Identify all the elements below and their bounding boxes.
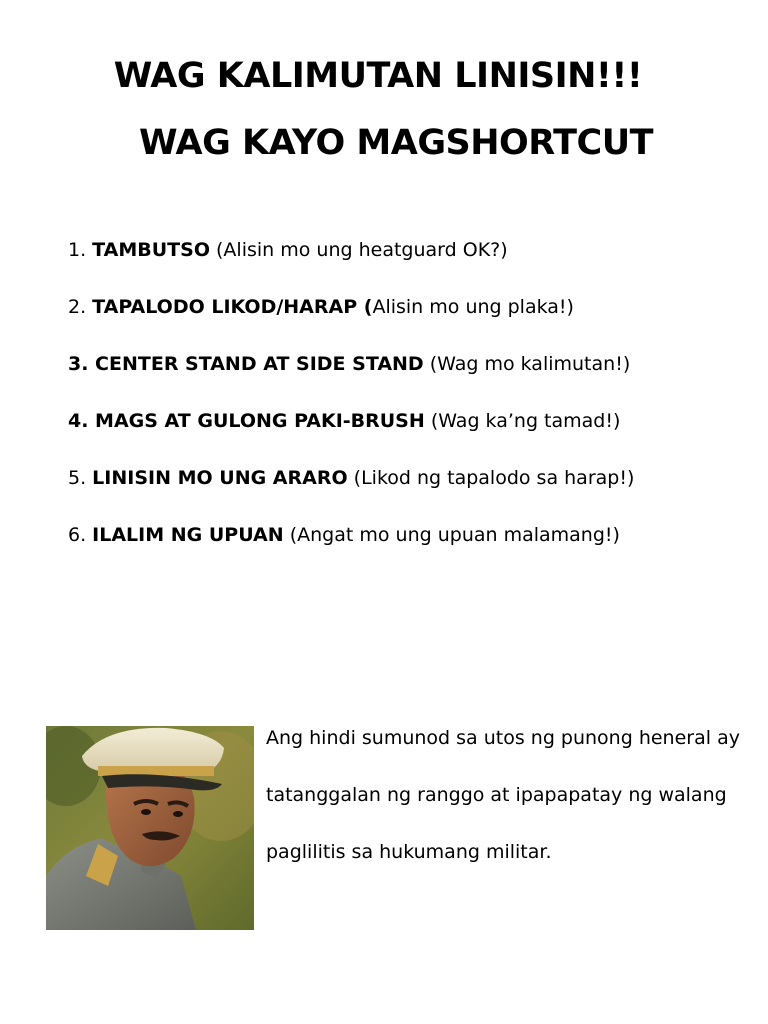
item-title: 3. CENTER STAND AT SIDE STAND <box>68 353 424 375</box>
item-title: LINISIN MO UNG ARARO <box>92 467 348 489</box>
list-item <box>68 237 508 263</box>
item-title: ILALIM NG UPUAN <box>92 524 284 546</box>
list-item <box>68 408 620 434</box>
item-note: Alisin mo ung plaka!) <box>372 296 574 318</box>
item-title: TAPALODO LIKOD/HARAP ( <box>92 296 373 318</box>
list-item <box>68 465 634 491</box>
general-portrait-photo <box>46 726 254 930</box>
item-note: (Angat mo ung upuan malamang!) <box>283 524 620 546</box>
item-title: 4. MAGS AT GULONG PAKI-BRUSH <box>68 410 425 432</box>
list-item <box>68 294 574 320</box>
warning-text-line: Ang hindi sumunod sa utos ng punong heneral ay <box>266 727 740 749</box>
item-note: (Alisin mo ung heatguard OK?) <box>209 239 508 261</box>
list-item <box>68 351 630 377</box>
item-number: 6. <box>68 524 93 546</box>
list-item <box>68 522 620 548</box>
item-number: 2. <box>68 296 93 318</box>
item-note: (Wag ka’ng tamad!) <box>424 410 621 432</box>
headline-line-1: WAG KALIMUTAN LINISIN!!! <box>113 56 643 96</box>
item-number: 1. <box>68 239 93 261</box>
item-note: (Wag mo kalimutan!) <box>423 353 631 375</box>
warning-text-line: tatanggalan ng ranggo at ipapapatay ng walang <box>266 784 727 806</box>
item-number: 5. <box>68 467 93 489</box>
headline-line-2: WAG KAYO MAGSHORTCUT <box>138 123 654 163</box>
item-title: TAMBUTSO <box>92 239 210 261</box>
item-note: (Likod ng tapalodo sa harap!) <box>347 467 635 489</box>
warning-text-line: paglilitis sa hukumang militar. <box>266 841 552 863</box>
